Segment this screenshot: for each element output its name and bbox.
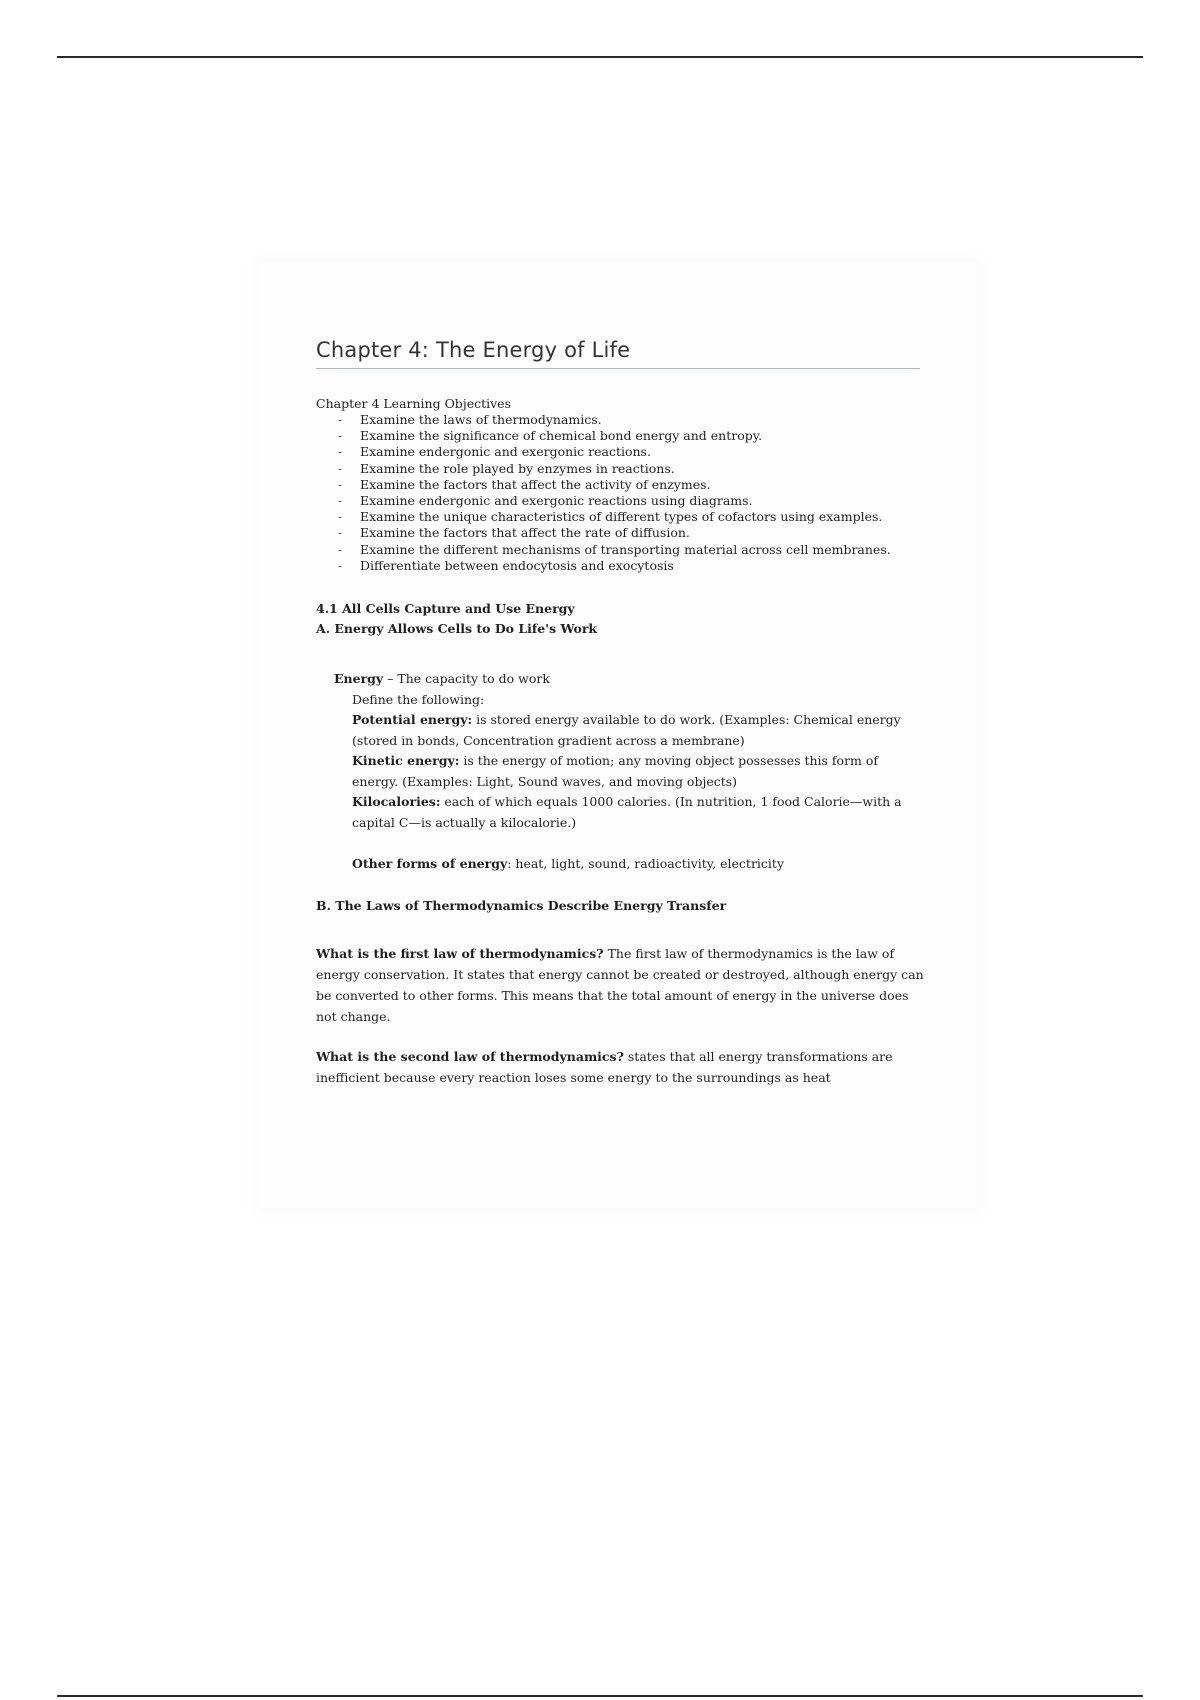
list-item: - Examine the role played by enzymes in reactions. [336,461,926,477]
other-forms-of-energy [334,854,912,875]
energy-term: Energy [334,671,384,687]
chapter-title: Chapter 4: The Energy of Life [316,338,920,369]
second-law-answer: states that all energy transformations are inefficient because every reaction loses some energy to the surroundings as heat [316,1048,893,1085]
potential-energy-text: is stored energy available to do work. (Examples: Chemical energy (stored in bonds, Concentration gradient across a membrane) [352,712,901,748]
kinetic-energy-text: is the energy of motion; any moving object possesses this form of energy. (Examples: Light, Sound waves, and moving objects) [352,753,879,789]
objectives-list [316,412,926,574]
first-law-paragraph [316,943,924,1027]
document-content [316,338,926,1088]
page-top-rule [57,56,1143,58]
second-law-question: What is the second law of thermodynamics? [316,1048,624,1064]
list-item: - Examine the unique characteristics of different types of cofactors using examples. [336,509,926,525]
first-law-answer: The first law of thermodynamics is the law of energy conservation. It states that energy cannot be created or destroyed, although energy can be converted to other forms. This means that the total amount of energy in the universe does not change. [316,945,924,1024]
first-law-question: What is the first law of thermodynamics? [316,945,604,961]
kinetic-energy-definition [334,751,912,792]
list-item: - Examine the different mechanisms of transporting material across cell membranes. [336,542,926,558]
energy-definitions [316,669,926,875]
kilocalories-term: Kilocalories: [352,794,441,810]
list-item: - Examine the factors that affect the rate of diffusion. [336,525,926,541]
energy-definition: – The capacity to do work [383,671,550,687]
second-law-paragraph [316,1046,924,1088]
list-item: - Examine endergonic and exergonic reactions. [336,444,926,460]
define-label: Define the following: [352,691,485,707]
energy-line [334,669,926,690]
other-forms-term: Other forms of energy [352,856,508,872]
list-item: - Differentiate between endocytosis and exocytosis [336,558,926,574]
list-item: - Examine the factors that affect the activity of enzymes. [336,477,926,493]
kilocalories-definition [334,792,912,833]
list-item: - Examine the significance of chemical bond energy and entropy. [336,428,926,444]
list-item: - Examine the laws of thermodynamics. [336,412,926,428]
other-forms-text: : heat, light, sound, radioactivity, electricity [507,856,785,872]
kinetic-energy-term: Kinetic energy: [352,753,460,769]
section-heading-4-1: 4.1 All Cells Capture and Use Energy [316,601,575,617]
section-heading-b: B. The Laws of Thermodynamics Describe Energy Transfer [316,897,727,913]
kilocalories-text: each of which equals 1000 calories. (In nutrition, 1 food Calorie—with a capital C—is actually a kilocalorie.) [352,794,902,830]
section-heading-a: A. Energy Allows Cells to Do Life's Work [316,621,598,637]
potential-energy-definition [334,710,912,751]
page-bottom-rule [57,1695,1143,1697]
list-item: - Examine endergonic and exergonic reactions using diagrams. [336,493,926,509]
potential-energy-term: Potential energy: [352,712,473,728]
objectives-heading: Chapter 4 Learning Objectives [316,396,511,411]
